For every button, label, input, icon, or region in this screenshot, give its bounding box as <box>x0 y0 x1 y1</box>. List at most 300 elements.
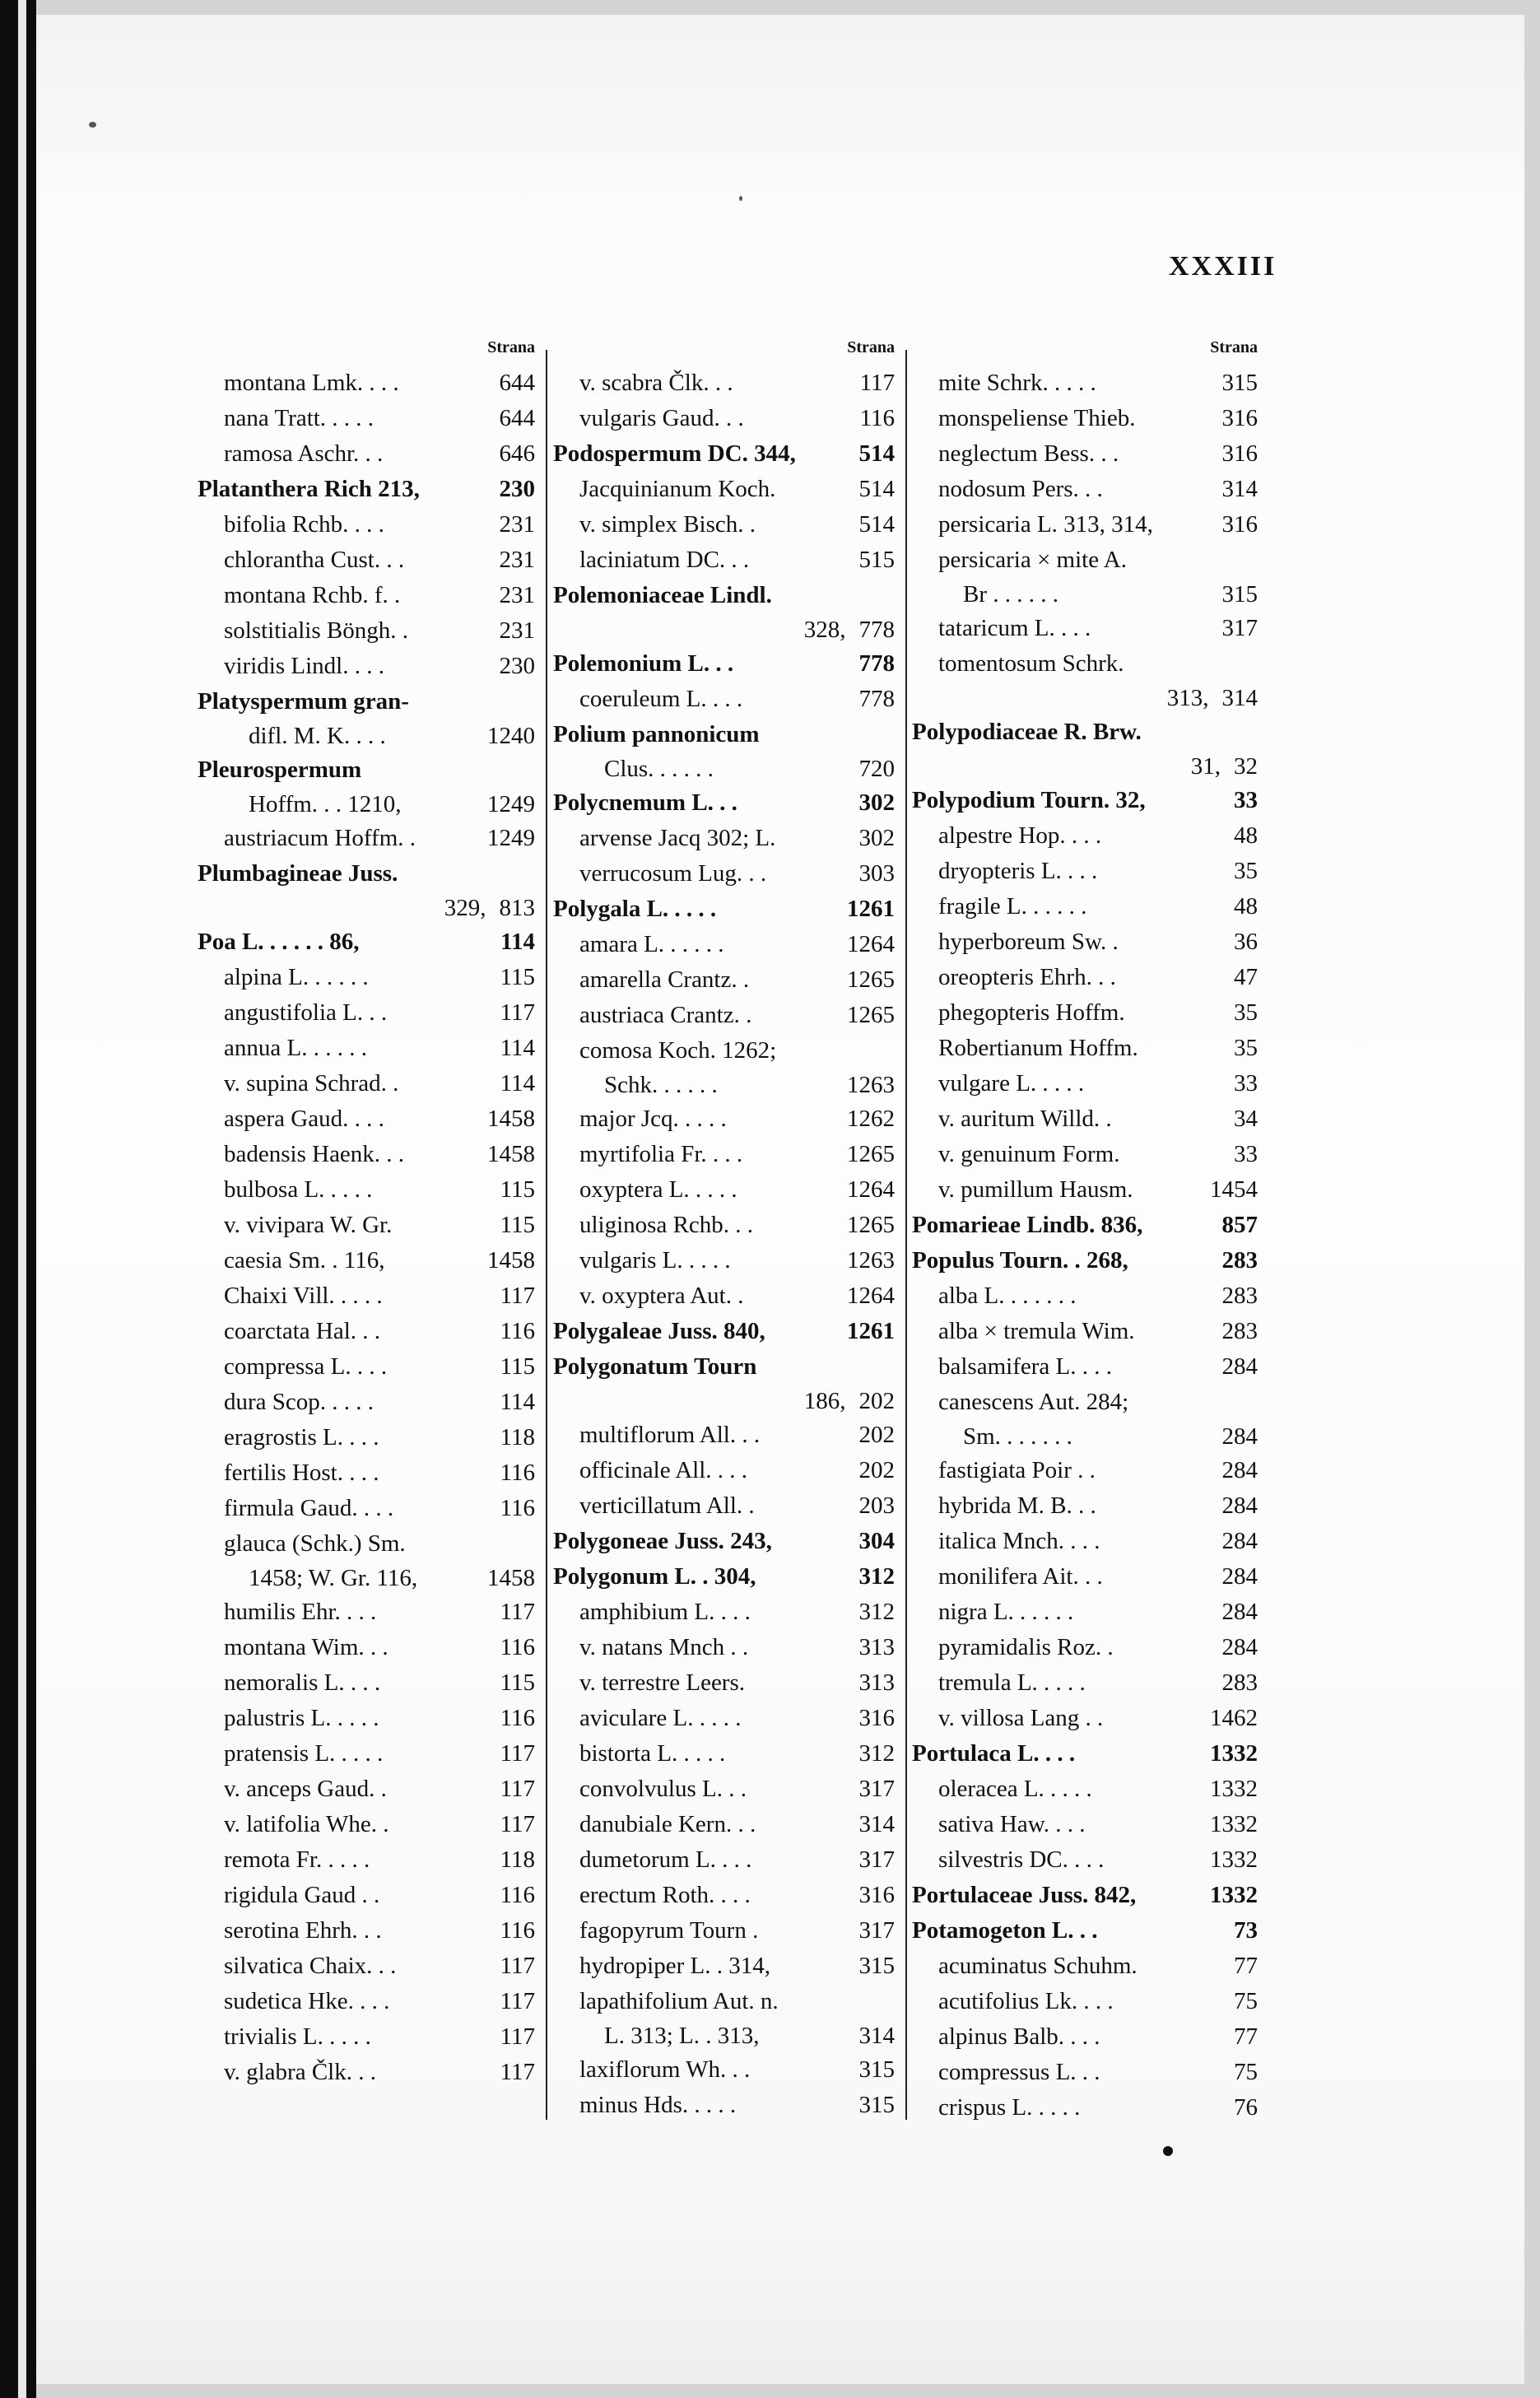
entry-name: vulgaris Gaud. . . <box>579 405 744 431</box>
entry-page: 76 <box>1234 2094 1258 2121</box>
entry-page: 778 <box>858 650 895 677</box>
entry-page: 1265 <box>847 1212 895 1238</box>
entry-page: 316 <box>1221 440 1258 467</box>
index-entry <box>553 752 895 785</box>
index-entry-genus <box>553 1314 895 1349</box>
entry-name: v. supina Schrad. . <box>224 1070 399 1097</box>
index-entry <box>553 1033 895 1069</box>
entry-name: silvestris DC. . . . <box>938 1846 1105 1873</box>
entry-name: alpinus Balb. . . . <box>938 2023 1100 2050</box>
entry-page: 77 <box>1234 2023 1258 2050</box>
entry-name: amarella Crantz. . <box>579 966 750 993</box>
entry-name: tremula L. . . . . <box>938 1669 1086 1696</box>
index-entry-genus <box>912 783 1258 818</box>
entry-name: neglectum Bess. . . <box>938 440 1119 467</box>
entry-name: sudetica Hke. . . . <box>224 1988 390 2014</box>
entry-page: 202 <box>858 1388 895 1414</box>
index-entry <box>198 1772 535 1807</box>
entry-name: Podospermum DC. 344, <box>553 440 796 467</box>
entry-page: 314 <box>1221 476 1258 502</box>
index-entry <box>553 542 895 578</box>
index-entry <box>198 1208 535 1243</box>
index-entry <box>912 1137 1258 1172</box>
index-entry <box>912 1453 1258 1488</box>
entry-name: Schk. . . . . . <box>604 1072 718 1098</box>
entry-page: 33 <box>1234 787 1258 813</box>
index-entry <box>198 1385 535 1420</box>
column-rule <box>905 350 907 2120</box>
entry-page: 118 <box>500 1846 535 1873</box>
index-entry <box>553 927 895 962</box>
index-entry <box>198 436 535 472</box>
entry-page: 1458 <box>487 1106 535 1132</box>
entry-page: 317 <box>858 1917 895 1944</box>
index-entry <box>553 962 895 998</box>
entry-page: 116 <box>500 1634 535 1660</box>
entry-page <box>890 1984 895 2019</box>
index-entry <box>553 613 895 646</box>
entry-name: ramosa Aschr. . . <box>224 440 384 467</box>
entry-page: 33 <box>1234 1141 1258 1167</box>
entry-name: italica Mnch. . . . <box>938 1528 1100 1554</box>
entry-name: Chaixi Vill. . . . . <box>224 1283 383 1309</box>
entry-name: Clus. . . . . . <box>604 756 714 782</box>
index-entry <box>912 1101 1258 1137</box>
entry-page: 48 <box>1234 893 1258 920</box>
entry-name: v. natans Mnch . . <box>579 1634 749 1660</box>
index-entry <box>553 2052 895 2088</box>
entry-page: 34 <box>1234 1106 1258 1132</box>
entry-name: Polypodium Tourn. 32, <box>912 787 1146 813</box>
entry-page: 1263 <box>847 1247 895 1274</box>
entry-name: montana Wim. . . <box>224 1634 388 1660</box>
entry-name: Pomarieae Lindb. 836, <box>912 1212 1143 1238</box>
entry-name: officinale All. . . . <box>579 1457 748 1483</box>
index-entry <box>912 2090 1258 2126</box>
index-entry <box>912 750 1258 783</box>
entry-name: canescens Aut. 284; <box>938 1389 1129 1415</box>
entry-name: minus Hds. . . . . <box>579 2092 737 2118</box>
entry-page: 317 <box>858 1776 895 1802</box>
index-entry <box>198 649 535 684</box>
index-entry <box>912 1949 1258 1984</box>
entry-page: 116 <box>500 1705 535 1731</box>
entry-page: 312 <box>858 1740 895 1767</box>
entry-name: Polemoniaceae Lindl. <box>553 582 772 608</box>
index-entry-genus <box>553 436 895 472</box>
index-entry <box>553 1172 895 1208</box>
entry-page <box>890 578 895 613</box>
entry-name: Polium pannonicum <box>553 721 760 747</box>
page-speck <box>89 122 96 128</box>
entry-name: Robertianum Hoffm. <box>938 1035 1138 1061</box>
entry-name: pyramidalis Roz. . <box>938 1634 1114 1660</box>
index-entry <box>198 1349 535 1385</box>
index-entry <box>553 1984 895 2019</box>
entry-name: balsamifera L. . . . <box>938 1353 1112 1380</box>
entry-name: 313, <box>1166 685 1209 711</box>
entry-page: 117 <box>500 1283 535 1309</box>
entry-name: Portulaceae Juss. 842, <box>912 1882 1137 1908</box>
entry-page: 117 <box>859 370 895 396</box>
entry-page: 316 <box>858 1882 895 1908</box>
entry-page: 231 <box>499 617 535 644</box>
entry-name: compressa L. . . . <box>224 1353 388 1380</box>
index-entry <box>912 1385 1258 1420</box>
entry-page: 312 <box>858 1563 895 1590</box>
entry-page: 312 <box>858 1599 895 1625</box>
index-entry <box>912 1066 1258 1101</box>
entry-page: 515 <box>858 547 895 573</box>
entry-page: 1265 <box>847 966 895 993</box>
index-entry <box>553 1453 895 1488</box>
index-entry-genus <box>198 684 535 719</box>
entry-page: 1240 <box>487 723 535 749</box>
entry-name: v. vivipara W. Gr. <box>224 1212 393 1238</box>
entry-name: oxyptera L. . . . . <box>579 1176 737 1203</box>
entry-name: Polygonum L. . 304, <box>553 1563 756 1590</box>
entry-page: 316 <box>1221 511 1258 538</box>
index-entry <box>198 1701 535 1736</box>
entry-page: 283 <box>1221 1283 1258 1309</box>
entry-page: 284 <box>1221 1353 1258 1380</box>
entry-page: 283 <box>1221 1318 1258 1344</box>
entry-page: 115 <box>500 1669 535 1696</box>
entry-page: 35 <box>1234 858 1258 884</box>
entry-page <box>530 752 535 788</box>
entry-name: Populus Tourn. . 268, <box>912 1247 1128 1274</box>
entry-page: 1332 <box>1210 1882 1258 1908</box>
entry-name: amphibium L. . . . <box>579 1599 751 1625</box>
index-entry <box>553 1069 895 1101</box>
index-entry <box>553 507 895 542</box>
entry-name: v. simplex Bisch. . <box>579 511 756 538</box>
entry-name: bulbosa L. . . . . <box>224 1176 373 1203</box>
entry-page: 813 <box>499 895 535 921</box>
entry-name: laxiflorum Wh. . . <box>579 2056 751 2083</box>
entry-name: Platanthera Rich 213, <box>198 476 420 502</box>
entry-name: nigra L. . . . . . <box>938 1599 1074 1625</box>
index-entry <box>198 1420 535 1455</box>
entry-page <box>890 717 895 752</box>
index-entry <box>198 1243 535 1278</box>
index-entry <box>198 1314 535 1349</box>
entry-name: nemoralis L. . . . <box>224 1669 381 1696</box>
entry-page <box>530 856 535 892</box>
index-entry <box>553 366 895 401</box>
entry-name: fragile L. . . . . . <box>938 893 1087 920</box>
index-entry <box>198 1630 535 1665</box>
index-entry <box>553 1842 895 1878</box>
index-entry <box>912 1314 1258 1349</box>
index-entry <box>198 788 535 821</box>
entry-name: fertilis Host. . . . <box>224 1460 379 1486</box>
entry-page: 1332 <box>1210 1740 1258 1767</box>
entry-name: vulgare L. . . . . <box>938 1070 1085 1097</box>
entry-page: 315 <box>858 2092 895 2118</box>
entry-name: solstitialis Böngh. . <box>224 617 408 644</box>
entry-page: 116 <box>500 1917 535 1944</box>
entry-page: 283 <box>1221 1247 1258 1274</box>
entry-name: acutifolius Lk. . . . <box>938 1988 1114 2014</box>
entry-page: 316 <box>1221 405 1258 431</box>
entry-page: 203 <box>858 1492 895 1519</box>
entry-name: dura Scop. . . . . <box>224 1389 375 1415</box>
index-entry <box>553 1595 895 1630</box>
entry-name: 329, <box>444 895 486 921</box>
index-entry <box>553 1772 895 1807</box>
index-entry <box>198 1595 535 1630</box>
entry-name: austriaca Crantz. . <box>579 1002 752 1028</box>
entry-name: fagopyrum Tourn . <box>579 1917 759 1944</box>
entry-name: aviculare L. . . . . <box>579 1705 742 1731</box>
entry-page: 115 <box>500 1212 535 1238</box>
entry-name: v. auritum Willd. . <box>938 1106 1112 1132</box>
entry-page: 514 <box>858 511 895 538</box>
entry-name: Sm. . . . . . . <box>963 1423 1072 1450</box>
index-entry-genus <box>912 1878 1258 1913</box>
column-rule <box>546 350 547 2120</box>
entry-name: Polypodiaceae R. Brw. <box>912 719 1142 745</box>
index-column-1 <box>198 338 535 2090</box>
entry-name: sativa Haw. . . . <box>938 1811 1086 1837</box>
entry-page: 32 <box>1234 753 1258 780</box>
entry-page: 284 <box>1221 1528 1258 1554</box>
index-entry <box>912 578 1258 611</box>
entry-name: Portulaca L. . . . <box>912 1740 1076 1767</box>
index-entry <box>198 821 535 856</box>
index-entry <box>553 1878 895 1913</box>
entry-name: annua L. . . . . . <box>224 1035 367 1061</box>
entry-page: 514 <box>858 440 895 467</box>
entry-page: 317 <box>1221 615 1258 641</box>
entry-name: persicaria L. 313, 314, <box>938 511 1153 538</box>
entry-page: 115 <box>500 964 535 990</box>
entry-page: 75 <box>1234 1988 1258 2014</box>
index-entry <box>198 1842 535 1878</box>
entry-name: convolvulus L. . . <box>579 1776 747 1802</box>
index-entry <box>553 856 895 892</box>
entry-page <box>890 1349 895 1385</box>
index-entry-genus <box>198 472 535 507</box>
index-entry <box>553 1630 895 1665</box>
index-entry <box>912 889 1258 924</box>
entry-page: 1261 <box>847 896 895 922</box>
entry-page: 116 <box>500 1882 535 1908</box>
entry-page: 114 <box>500 1035 535 1061</box>
page-number: XXXIII <box>1169 251 1277 282</box>
index-entry-genus <box>553 646 895 682</box>
entry-name: Jacquinianum Koch. <box>579 476 776 502</box>
entry-page: 1263 <box>847 1072 895 1098</box>
index-entry <box>912 436 1258 472</box>
entry-page: 117 <box>500 1811 535 1837</box>
entry-page: 644 <box>499 370 535 396</box>
entry-page: 316 <box>858 1705 895 1731</box>
entry-name: Br . . . . . . <box>963 581 1058 608</box>
index-entry <box>912 995 1258 1031</box>
index-entry <box>912 542 1258 578</box>
entry-page: 284 <box>1221 1423 1258 1450</box>
entry-name: nana Tratt. . . . . <box>224 405 375 431</box>
index-entry <box>912 472 1258 507</box>
index-entry <box>912 2019 1258 2055</box>
entry-page: 284 <box>1221 1599 1258 1625</box>
entry-name: monilifera Ait. . . <box>938 1563 1103 1590</box>
index-entry <box>553 821 895 856</box>
index-entry-genus <box>198 752 535 788</box>
entry-name: laciniatum DC. . . <box>579 547 750 573</box>
entry-name: verticillatum All. . <box>579 1492 755 1519</box>
entry-name: Polygaleae Juss. 840, <box>553 1318 765 1344</box>
index-entry <box>553 1137 895 1172</box>
entry-name: bistorta L. . . . . <box>579 1740 726 1767</box>
index-entry-genus <box>912 1913 1258 1949</box>
entry-name: serotina Ehrh. . . <box>224 1917 382 1944</box>
index-entry-genus <box>553 1524 895 1559</box>
entry-page: 1265 <box>847 1141 895 1167</box>
index-entry <box>912 1772 1258 1807</box>
index-entry <box>553 401 895 436</box>
index-entry <box>912 401 1258 436</box>
entry-page: 302 <box>858 825 895 851</box>
index-entry <box>198 1491 535 1526</box>
page-speck <box>1163 2146 1173 2156</box>
entry-page: 117 <box>500 1953 535 1979</box>
index-entry <box>553 1243 895 1278</box>
entry-page: 117 <box>500 1776 535 1802</box>
entry-page: 117 <box>500 2059 535 2085</box>
entry-page: 1454 <box>1210 1176 1258 1203</box>
entry-name: amara L. . . . . . <box>579 931 724 957</box>
entry-name: verrucosum Lug. . . <box>579 860 767 887</box>
entry-name: 186, <box>803 1388 846 1414</box>
entry-name: silvatica Chaix. . . <box>224 1953 397 1979</box>
entry-name: humilis Ehr. . . . <box>224 1599 377 1625</box>
entry-page: 1458 <box>487 1565 535 1591</box>
entry-page: 1262 <box>847 1106 895 1132</box>
entry-page: 202 <box>858 1422 895 1448</box>
entry-name: 328, <box>803 617 846 643</box>
entry-name: oreopteris Ehrh. . . <box>938 964 1116 990</box>
entry-name: nodosum Pers. . . <box>938 476 1103 502</box>
entry-page: 116 <box>500 1318 535 1344</box>
entry-page: 1264 <box>847 931 895 957</box>
index-entry <box>553 2088 895 2123</box>
index-entry <box>553 1807 895 1842</box>
index-entry <box>198 1807 535 1842</box>
entry-name: badensis Haenk. . . <box>224 1141 405 1167</box>
index-entry <box>198 995 535 1031</box>
entry-page: 1332 <box>1210 1776 1258 1802</box>
entry-name: rigidula Gaud . . <box>224 1882 380 1908</box>
index-entry <box>912 507 1258 542</box>
entry-name: v. terrestre Leers. <box>579 1669 746 1696</box>
entry-name: major Jcq. . . . . <box>579 1106 727 1132</box>
index-entry <box>912 366 1258 401</box>
entry-page: 778 <box>858 686 895 712</box>
entry-page: 117 <box>500 999 535 1026</box>
entry-name: Platyspermum gran- <box>198 688 409 715</box>
entry-page: 514 <box>858 476 895 502</box>
entry-name: bifolia Rchb. . . . <box>224 511 384 538</box>
entry-page <box>530 1526 535 1562</box>
index-entry <box>553 1488 895 1524</box>
entry-name: arvense Jacq 302; L. <box>579 825 776 851</box>
index-entry-genus <box>553 785 895 821</box>
entry-page: 1261 <box>847 1318 895 1344</box>
index-entry <box>553 998 895 1033</box>
entry-page: 117 <box>500 1740 535 1767</box>
entry-name: v. scabra Člk. . . <box>579 370 733 396</box>
entry-name: tataricum L. . . . <box>938 615 1091 641</box>
entry-name: firmula Gaud. . . . <box>224 1495 394 1521</box>
index-entry <box>912 1842 1258 1878</box>
entry-name: hyperboreum Sw. . <box>938 929 1119 955</box>
index-entry <box>553 1418 895 1453</box>
entry-name: aspera Gaud. . . . <box>224 1106 384 1132</box>
entry-page: 314 <box>858 2023 895 2049</box>
index-entry <box>553 1665 895 1701</box>
entry-name: Potamogeton L. . . <box>912 1917 1098 1944</box>
entry-name: viridis Lindl. . . . <box>224 653 384 679</box>
entry-name: angustifolia L. . . <box>224 999 388 1026</box>
entry-page: 284 <box>1221 1457 1258 1483</box>
index-entry <box>553 1913 895 1949</box>
entry-page: 1264 <box>847 1176 895 1203</box>
entry-name: dryopteris L. . . . <box>938 858 1098 884</box>
entry-name: glauca (Schk.) Sm. <box>224 1530 406 1557</box>
index-entry <box>553 1208 895 1243</box>
index-entry <box>198 507 535 542</box>
entry-name: Polycnemum L. . . <box>553 789 737 816</box>
index-entry <box>198 401 535 436</box>
entry-page: 48 <box>1234 822 1258 849</box>
entry-name: austriacum Hoffm. . <box>224 825 416 851</box>
page-speck <box>739 196 742 201</box>
index-entry <box>198 1172 535 1208</box>
entry-page: 857 <box>1221 1212 1258 1238</box>
index-entry <box>912 1278 1258 1314</box>
entry-name: eragrostis L. . . . <box>224 1424 379 1450</box>
entry-page: 231 <box>499 547 535 573</box>
index-entry-genus <box>198 856 535 892</box>
index-entry <box>912 1807 1258 1842</box>
entry-page: 115 <box>500 1353 535 1380</box>
entry-name: comosa Koch. 1262; <box>579 1037 777 1064</box>
index-entry <box>912 960 1258 995</box>
entry-name: Hoffm. . . 1210, <box>249 791 402 817</box>
entry-page: 117 <box>500 2023 535 2050</box>
index-entry <box>912 1984 1258 2019</box>
entry-name: alpina L. . . . . . <box>224 964 369 990</box>
entry-page: 1265 <box>847 1002 895 1028</box>
entry-page: 231 <box>499 582 535 608</box>
entry-page: 778 <box>858 617 895 643</box>
entry-name: acuminatus Schuhm. <box>938 1953 1138 1979</box>
index-entry <box>912 924 1258 960</box>
entry-page: 36 <box>1234 929 1258 955</box>
entry-name: remota Fr. . . . . <box>224 1846 370 1873</box>
index-entry <box>912 1630 1258 1665</box>
entry-page: 77 <box>1234 1953 1258 1979</box>
entry-page: 47 <box>1234 964 1258 990</box>
index-entry <box>912 1524 1258 1559</box>
entry-page: 1264 <box>847 1283 895 1309</box>
entry-page: 314 <box>858 1811 895 1837</box>
entry-name: Polygoneae Juss. 243, <box>553 1528 772 1554</box>
entry-name: compressus L. . . <box>938 2059 1100 2085</box>
